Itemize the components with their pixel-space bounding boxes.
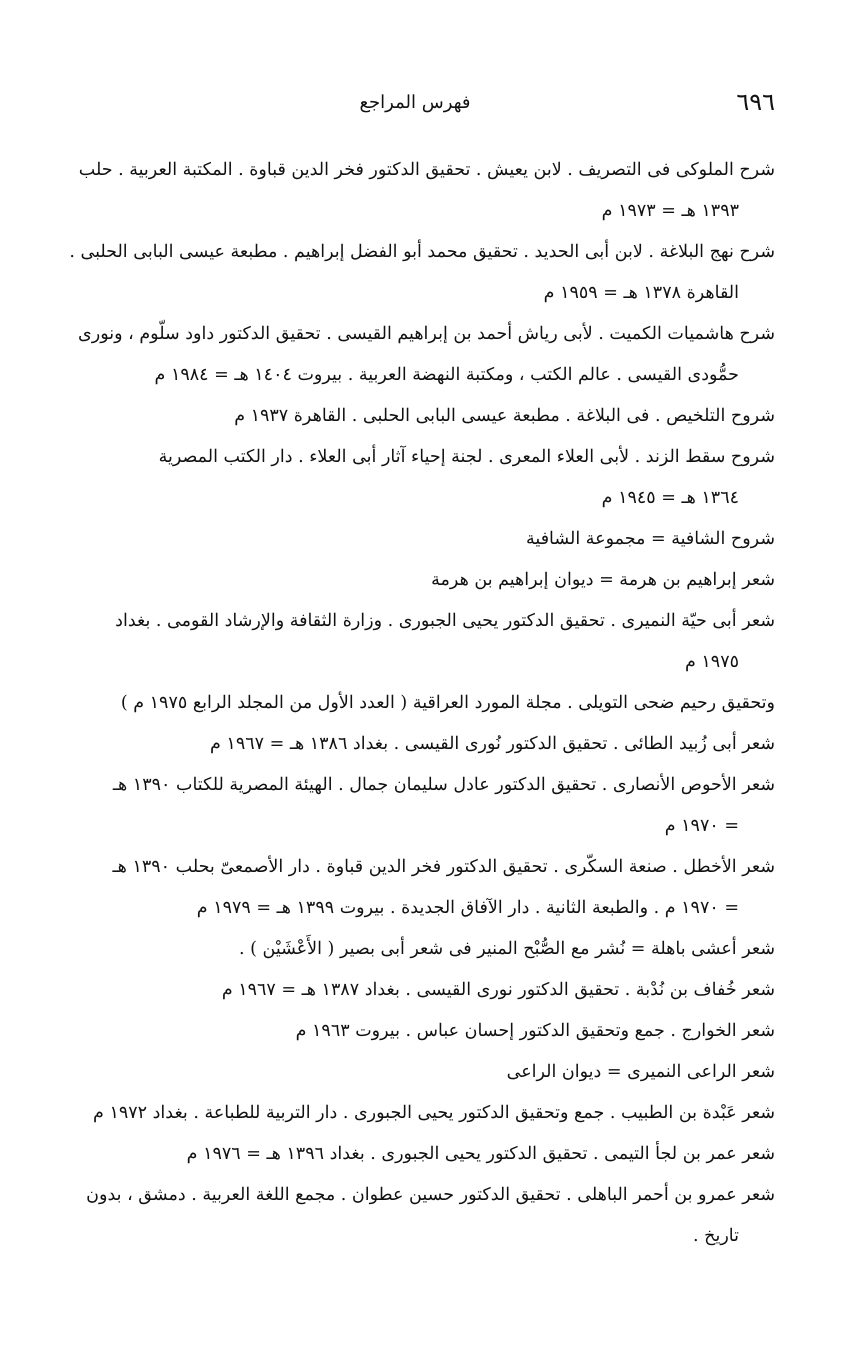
entry-continuation: ١٣٩٣ هـ = ١٩٧٣ م [601,201,739,221]
entry-text: شعر أعشى باهلة = نُشر مع الصُّبْح المنير فى شعر أبى بصير ( الأَعْشَيْن ) . [238,939,775,959]
page-title: فهرس المراجع [359,92,471,113]
reference-entry [55,601,775,683]
reference-entry [55,1093,775,1134]
reference-entry [55,683,775,724]
entry-continuation: حمُّودى القيسى . عالم الكتب ، ومكتبة النهضة العربية . بيروت ١٤٠٤ هـ = ١٩٨٤ م [154,365,739,385]
page-header [55,88,775,124]
reference-entry [55,1011,775,1052]
entry-text: شروح الشافية = مجموعة الشافية [526,529,775,549]
entry-text: شعر الخوارج . جمع وتحقيق الدكتور إحسان عباس . بيروت ١٩٦٣ م [295,1021,775,1041]
reference-entry [55,560,775,601]
entry-text: شرح نهج البلاغة . لابن أبى الحديد . تحقيق محمد أبو الفضل إبراهيم . مطبعة عيسى البابى الحلبى . [69,242,775,262]
entry-continuation: = ١٩٧٠ م . والطبعة الثانية . دار الآفاق الجديدة . بيروت ١٣٩٩ هـ = ١٩٧٩ م [196,898,739,918]
entry-continuation: ١٩٧٥ م [684,652,739,672]
entry-text: شعر أبى حيّة النميرى . تحقيق الدكتور يحيى الجبورى . وزارة الثقافة والإرشاد القومى . بغداد [115,611,775,631]
reference-entry [55,1175,775,1257]
entry-text: شرح الملوكى فى التصريف . لابن يعيش . تحقيق الدكتور فخر الدين قباوة . المكتبة العربية . حلب [78,160,775,180]
reference-entry [55,970,775,1011]
reference-entry [55,929,775,970]
entry-text: شروح سقط الزند . لأبى العلاء المعرى . لجنة إحياء آثار أبى العلاء . دار الكتب المصرية [158,447,775,467]
entry-text: شعر الأخطل . صنعة السكّرى . تحقيق الدكتور فخر الدين قباوة . دار الأصمعىّ بحلب ١٣٩٠ هـ [112,857,775,877]
reference-entry [55,519,775,560]
reference-entry [55,847,775,929]
references-list [55,150,775,1257]
entry-text: شرح هاشميات الكميت . لأبى رياش أحمد بن إبراهيم القيسى . تحقيق الدكتور داود سلّوم ، ونورى [78,324,775,344]
entry-text: شعر عَبْدة بن الطبيب . جمع وتحقيق الدكتور يحيى الجبورى . دار التربية للطباعة . بغداد ١٩٧٢ م [93,1103,775,1123]
reference-entry [55,1052,775,1093]
reference-entry [55,396,775,437]
reference-entry [55,1134,775,1175]
entry-text: وتحقيق رحيم ضحى التويلى . مجلة المورد العراقية ( العدد الأول من المجلد الرابع ١٩٧٥ م ) [120,693,775,713]
entry-text: شعر الأحوص الأنصارى . تحقيق الدكتور عادل سليمان جمال . الهيئة المصرية للكتاب ١٣٩٠ هـ [112,775,775,795]
entry-text: شعر خُفاف بن نُدْبة . تحقيق الدكتور نورى القيسى . بغداد ١٣٨٧ هـ = ١٩٦٧ م [221,980,775,1000]
reference-entry [55,765,775,847]
entry-text: شعر أبى زُبيد الطائى . تحقيق الدكتور نُورى القيسى . بغداد ١٣٨٦ هـ = ١٩٦٧ م [210,734,775,754]
reference-entry [55,150,775,232]
entry-text: شعر الراعى النميرى = ديوان الراعى [506,1062,775,1082]
entry-text: شعر إبراهيم بن هرمة = ديوان إبراهيم بن هرمة [431,570,775,590]
reference-entry [55,232,775,314]
entry-continuation: = ١٩٧٠ م [664,816,739,836]
reference-entry [55,437,775,519]
page-number: ٦٩٦ [736,88,775,116]
entry-text: شعر عمر بن لجأ التيمى . تحقيق الدكتور يحيى الجبورى . بغداد ١٣٩٦ هـ = ١٩٧٦ م [186,1144,775,1164]
entry-text: شروح التلخيص . فى البلاغة . مطبعة عيسى البابى الحلبى . القاهرة ١٩٣٧ م [234,406,775,426]
reference-entry [55,724,775,765]
entry-continuation: تاريخ . [693,1226,739,1246]
entry-text: شعر عمرو بن أحمر الباهلى . تحقيق الدكتور حسين عطوان . مجمع اللغة العربية . دمشق ، بدون [86,1185,775,1205]
entry-continuation: ١٣٦٤ هـ = ١٩٤٥ م [601,488,739,508]
entry-continuation: القاهرة ١٣٧٨ هـ = ١٩٥٩ م [543,283,739,303]
reference-entry [55,314,775,396]
